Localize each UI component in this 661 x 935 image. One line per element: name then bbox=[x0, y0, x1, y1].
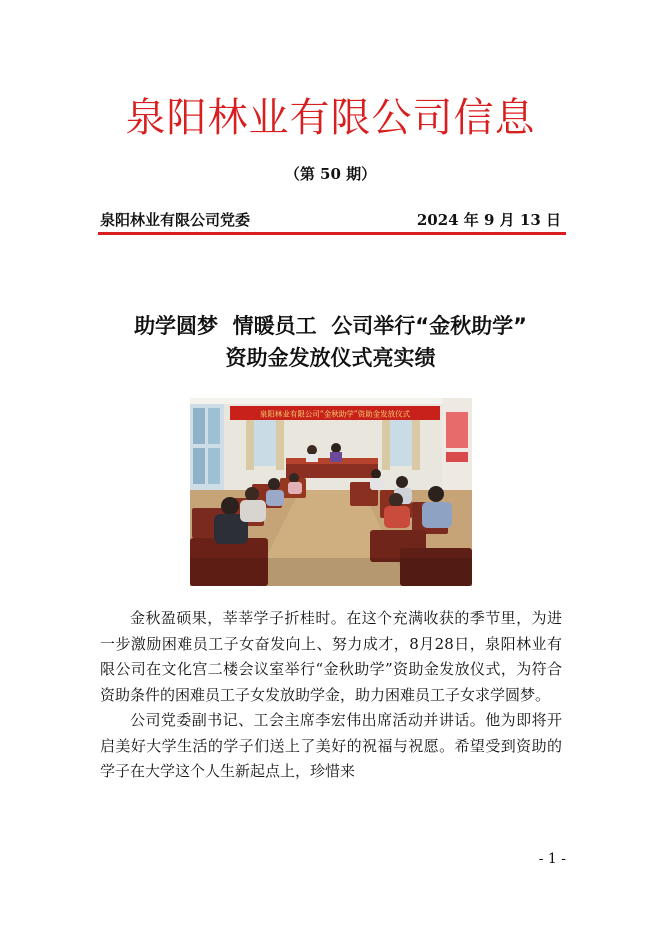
headline-line-1: 助学圆梦 情暖员工 公司举行“金秋助学” bbox=[134, 314, 527, 338]
masthead-title: 泉阳林业有限公司信息 bbox=[125, 95, 536, 141]
article-paragraph-2: 公司党委副书记、工会主席李宏伟出席活动并讲话。他为即将开启美好大学生活的学子们送上了美好的祝福与祝愿。希望受到资助的学子在大学这个人生新起点上，珍惜来 bbox=[100, 711, 562, 780]
article-paragraph-1: 金秋盈硕果，莘莘学子折桂时。在这个充满收获的季节里，为进一步激励困难员工子女奋发向上、努力成才，8月28日，泉阳林业有限公司在文化宫二楼会议室举行“金秋助学”资助金发放仪式，为符合资助条件的困难员工子女发放助学金，助力困难员工子女求学圆梦。 bbox=[100, 609, 562, 704]
publisher: 泉阳林业有限公司党委 bbox=[100, 211, 251, 229]
publish-date: 2024 年 9 月 13 日 bbox=[416, 211, 561, 229]
meta-row bbox=[100, 210, 561, 230]
headline-line-2: 资助金发放仪式亮实绩 bbox=[225, 346, 436, 370]
issue-number: （第 50 期） bbox=[284, 165, 377, 183]
article-headline bbox=[60, 310, 601, 374]
red-divider bbox=[98, 232, 566, 235]
page-number: - 1 - bbox=[538, 851, 566, 867]
event-photo bbox=[190, 398, 472, 586]
photo-banner-text: 泉阳林业有限公司“金秋助学”资助金发放仪式 bbox=[259, 409, 411, 419]
article-body bbox=[100, 606, 562, 785]
